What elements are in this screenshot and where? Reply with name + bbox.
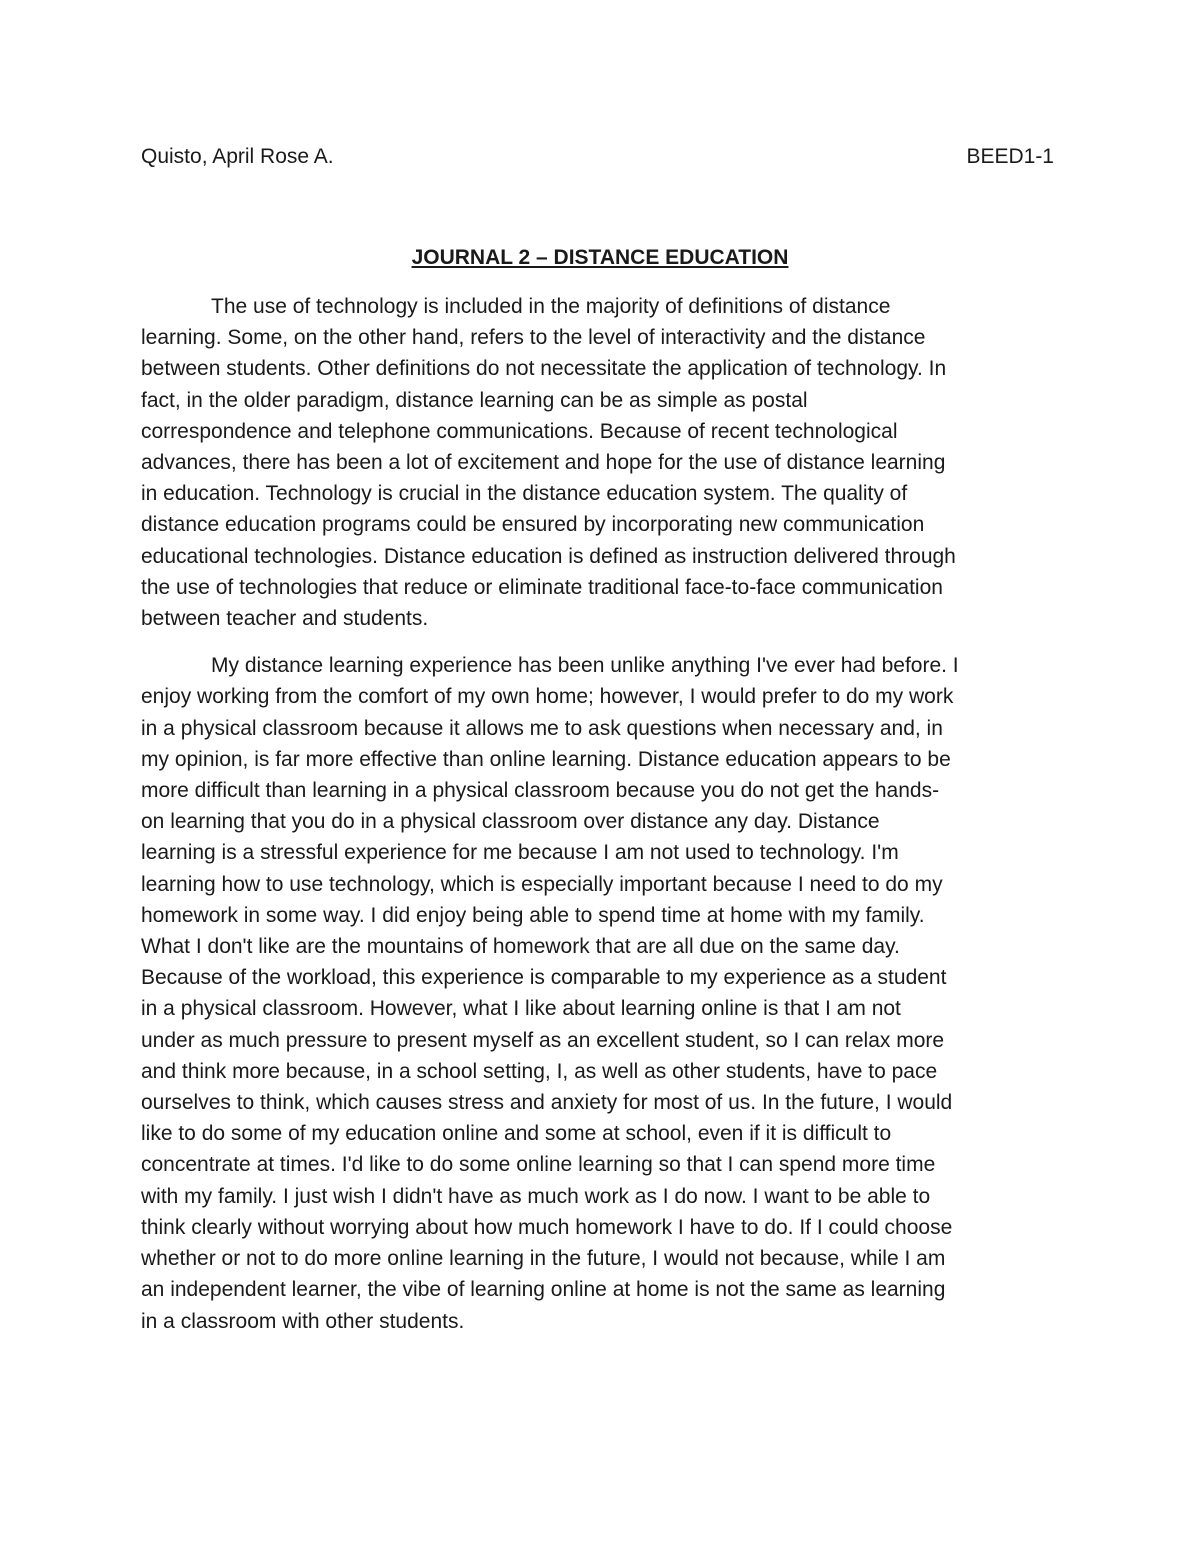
text-line: on learning that you do in a physical classroom over distance any day. Distance (141, 810, 880, 834)
paragraph-1 (141, 291, 1053, 634)
text-line: correspondence and telephone communications. Because of recent technological (141, 419, 898, 443)
text-line: in a classroom with other students. (141, 1309, 465, 1333)
text-line: enjoy working from the comfort of my own home; however, I would prefer to do my work (141, 685, 954, 709)
text-line: What I don't like are the mountains of homework that are all due on the same day. (141, 935, 900, 959)
student-section: BEED1-1 (966, 145, 1054, 168)
text-line: between teacher and students. (141, 607, 429, 631)
document-body (141, 291, 1053, 1353)
text-line: advances, there has been a lot of excitement and hope for the use of distance learning (141, 451, 946, 475)
text-line: and think more because, in a school setting, I, as well as other students, have to pace (141, 1059, 938, 1083)
text-line: under as much pressure to present myself as an excellent student, so I can relax more (141, 1028, 945, 1052)
text-line: learning is a stressful experience for me because I am not used to technology. I'm (141, 841, 899, 865)
text-line: whether or not to do more online learning in the future, I would not because, while I am (141, 1247, 946, 1271)
text-line: in education. Technology is crucial in the distance education system. The quality of (141, 482, 908, 506)
text-line: between students. Other definitions do not necessitate the application of technology. In (141, 357, 947, 381)
text-line: learning. Some, on the other hand, refers to the level of interactivity and the distance (141, 326, 926, 350)
text-line: my opinion, is far more effective than online learning. Distance education appears to be (141, 747, 951, 771)
text-line: concentrate at times. I'd like to do some online learning so that I can spend more time (141, 1153, 936, 1177)
text-line: educational technologies. Distance education is defined as instruction delivered through (141, 544, 956, 568)
text-line: in a physical classroom. However, what I like about learning online is that I am not (141, 997, 901, 1021)
text-line: The use of technology is included in the majority of definitions of distance (211, 295, 891, 318)
text-line: fact, in the older paradigm, distance learning can be as simple as postal (141, 388, 808, 412)
paragraph-2 (141, 650, 1053, 1336)
text-line: in a physical classroom because it allows me to ask questions when necessary and, in (141, 716, 943, 740)
text-line: learning how to use technology, which is especially important because I need to do my (141, 872, 943, 896)
text-line: homework in some way. I did enjoy being able to spend time at home with my family. (141, 903, 925, 927)
text-line: Because of the workload, this experience is comparable to my experience as a student (141, 966, 947, 990)
text-line: more difficult than learning in a physical classroom because you do not get the hands- (141, 779, 940, 803)
text-line: think clearly without worrying about how much homework I have to do. If I could choose (141, 1215, 953, 1239)
student-name: Quisto, April Rose A. (141, 145, 334, 168)
text-line: an independent learner, the vibe of learning online at home is not the same as learning (141, 1278, 946, 1302)
document-title: JOURNAL 2 – DISTANCE EDUCATION (411, 246, 789, 269)
text-line: like to do some of my education online and some at school, even if it is difficult to (141, 1122, 892, 1146)
text-line: with my family. I just wish I didn't have as much work as I do now. I want to be able to (141, 1184, 931, 1208)
text-line: My distance learning experience has been unlike anything I've ever had before. I (211, 654, 959, 678)
text-line: the use of technologies that reduce or eliminate traditional face-to-face communication (141, 575, 943, 599)
document-header (141, 142, 1054, 172)
text-line: distance education programs could be ensured by incorporating new communication (141, 513, 925, 537)
text-line: ourselves to think, which causes stress and anxiety for most of us. In the future, I would (141, 1091, 953, 1115)
